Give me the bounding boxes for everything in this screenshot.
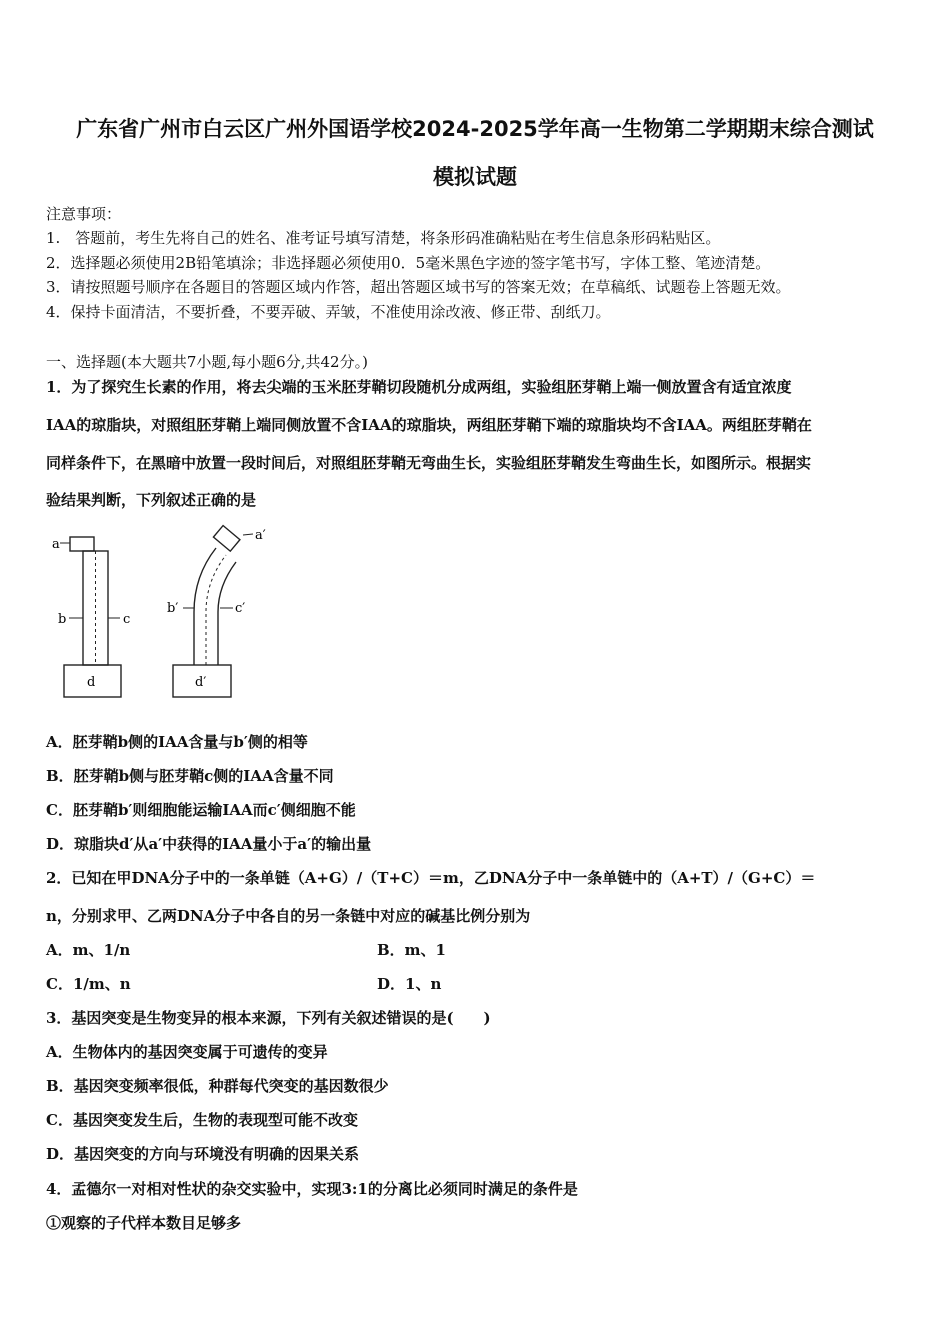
q1-option-c: C．胚芽鞘b′则细胞能运输IAA而c′侧细胞不能 (46, 801, 356, 819)
bent-coleoptile-left (194, 548, 216, 665)
notice-item: 2．选择题必须使用2B铅笔填涂；非选择题必须使用0．5毫米黑色字迹的签字笔书写，字体工整、笔迹清楚。 (46, 254, 771, 272)
q1-stem-line: 1．为了探究生长素的作用，将去尖端的玉米胚芽鞘切段随机分成两组，实验组胚芽鞘上端一侧放置含有适宜浓度 (46, 378, 792, 396)
coleoptile-figure (46, 520, 286, 705)
q1-stem-line: 验结果判断，下列叙述正确的是 (46, 491, 257, 509)
exam-title-line1: 广东省广州市白云区广州外国语学校2024-2025学年高一生物第二学期期末综合测试 (76, 117, 874, 141)
bent-coleoptile-right (218, 562, 236, 665)
q2-option-a: A．m、1/n (46, 941, 131, 959)
q3-option-a: A．生物体内的基因突变属于可遗传的变异 (46, 1043, 328, 1061)
label-c: c (123, 612, 131, 627)
q2-stem-line: 2．已知在甲DNA分子中的一条单链（A+G）/（T+C）＝m，乙DNA分子中一条单链中的（A+T）/（G+C）＝ (46, 869, 816, 887)
q4-stem: 4．孟德尔一对相对性状的杂交实验中，实现3:1的分离比必须同时满足的条件是 (46, 1180, 578, 1198)
q1-stem-line: 同样条件下，在黑暗中放置一段时间后，对照组胚芽鞘无弯曲生长，实验组胚芽鞘发生弯曲生长，如图所示。根据实 (46, 454, 812, 472)
label-c-prime: c′ (235, 601, 246, 616)
label-d-prime: d′ (195, 675, 207, 690)
notice-item: 3．请按照题号顺序在各题目的答题区域内作答，超出答题区域书写的答案无效；在草稿纸、试题卷上答题无效。 (46, 278, 791, 296)
notice-heading: 注意事项： (46, 205, 122, 223)
notice-item: 4．保持卡面清洁，不要折叠，不要弄破、弄皱，不准使用涂改液、修正带、刮纸刀。 (46, 303, 611, 321)
q2-option-d: D．1、n (377, 975, 442, 993)
label-b: b (58, 612, 67, 627)
section-heading: 一、选择题(本大题共7小题,每小题6分,共42分。) (46, 353, 368, 371)
label-d: d (87, 675, 96, 690)
label-b-prime: b′ (167, 601, 179, 616)
q1-option-a: A．胚芽鞘b侧的IAA含量与b′侧的相等 (46, 733, 308, 751)
q3-option-d: D．基因突变的方向与环境没有明确的因果关系 (46, 1145, 360, 1163)
q4-item: ①观察的子代样本数目足够多 (46, 1214, 242, 1232)
q1-option-b: B．胚芽鞘b侧与胚芽鞘c侧的IAA含量不同 (46, 767, 334, 785)
q2-stem-line: n，分别求甲、乙两DNA分子中各自的另一条链中对应的碱基比例分别为 (46, 907, 531, 925)
exam-title-line2: 模拟试题 (433, 165, 517, 189)
q3-stem: 3．基因突变是生物变异的根本来源，下列有关叙述错误的是( ) (46, 1009, 491, 1027)
label-a-prime: a′ (255, 528, 266, 543)
q3-option-c: C．基因突变发生后，生物的表现型可能不改变 (46, 1111, 358, 1129)
agar-block-a (70, 537, 94, 551)
agar-block-a-prime (213, 526, 239, 552)
label-a: a (52, 537, 60, 552)
notice-item: 1. 答题前，考生先将自己的姓名、准考证号填写清楚，将条形码准确粘贴在考生信息条形码粘贴区。 (46, 229, 721, 247)
q1-option-d: D．琼脂块d′从a′中获得的IAA量小于a′的输出量 (46, 835, 372, 853)
q1-stem-line: IAA的琼脂块，对照组胚芽鞘上端同侧放置不含IAA的琼脂块，两组胚芽鞘下端的琼脂块均不含IAA。两组胚芽鞘在 (46, 416, 812, 434)
q2-option-c: C．1/m、n (46, 975, 131, 993)
q3-option-b: B．基因突变频率很低，种群每代突变的基因数很少 (46, 1077, 389, 1095)
q2-option-b: B．m、1 (377, 941, 446, 959)
